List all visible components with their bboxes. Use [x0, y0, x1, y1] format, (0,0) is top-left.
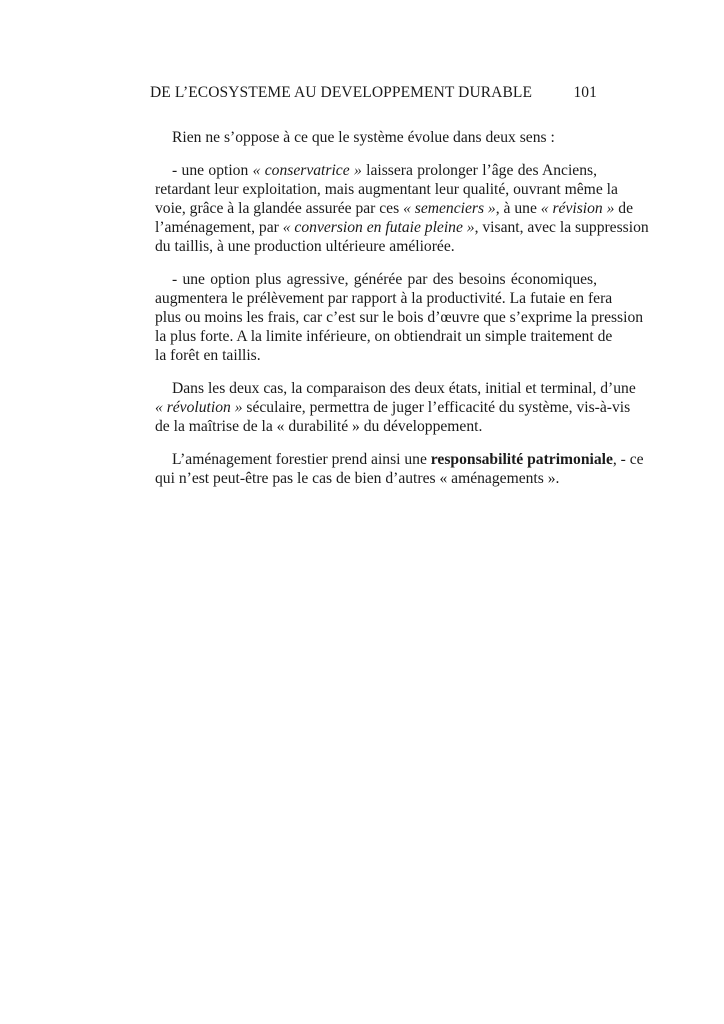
text-run: , - ce [612, 451, 644, 468]
text-run: plus ou moins les frais, car c’est sur le bois d’œuvre que s’exprime la pression [155, 309, 644, 326]
text-run: augmentera le prélèvement par rapport à la productivité. La futaie en fera [155, 290, 613, 307]
text-run: de [614, 200, 634, 217]
text-run: Dans les deux cas, la comparaison des deux états, initial et terminal, d’une [172, 380, 636, 397]
paragraph [155, 128, 597, 147]
italic-text: « conservatrice » [252, 162, 362, 179]
paragraph [155, 270, 644, 365]
text-run: Rien ne s’oppose à ce que le système évolue dans deux sens : [172, 129, 555, 146]
running-header-title: DE L’ECOSYSTEME AU DEVELOPPEMENT DURABLE [150, 84, 533, 101]
text-line [155, 398, 631, 417]
text-run: l’aménagement, par [155, 219, 283, 236]
body-text [155, 128, 649, 502]
text-line [155, 128, 597, 147]
text-line [155, 308, 644, 327]
text-run: séculaire, permettra de juger l’efficacité du système, vis-à-vis [242, 399, 631, 416]
italic-text: « conversion en futaie pleine » [282, 219, 475, 236]
text-line [155, 289, 613, 308]
text-run: laissera prolonger l’âge des Anciens, [361, 162, 597, 179]
text-line [155, 161, 597, 180]
text-line [155, 199, 634, 218]
text-run: L’aménagement forestier prend ainsi une [172, 451, 431, 468]
text-line [155, 180, 618, 199]
paragraph [155, 161, 649, 256]
text-run: du taillis, à une production ultérieure améliorée. [155, 238, 455, 255]
italic-text: « semenciers » [403, 200, 496, 217]
text-run: retardant leur exploitation, mais augmentant leur qualité, ouvrant même la [155, 181, 618, 198]
text-line [155, 237, 597, 256]
text-line [155, 417, 597, 436]
text-line [155, 270, 597, 289]
text-run: , à une [495, 200, 541, 217]
text-run: voie, grâce à la glandée assurée par ces [155, 200, 404, 217]
italic-text: « révolution » [155, 399, 243, 416]
text-run: - une option plus agressive, générée par des besoins économiques, [172, 271, 597, 288]
text-line [155, 218, 649, 237]
text-run: - une option [172, 162, 253, 179]
text-run: de la maîtrise de la « durabilité » du développement. [155, 418, 483, 435]
text-line [155, 450, 644, 469]
text-line [155, 346, 597, 365]
text-line [155, 469, 597, 488]
text-run: la plus forte. A la limite inférieure, on obtiendrait un simple traitement de [155, 328, 613, 345]
bold-text: responsabilité patrimoniale [430, 451, 613, 468]
paragraph [155, 450, 644, 488]
italic-text: « révision » [540, 200, 615, 217]
text-line [155, 327, 613, 346]
page-number: 101 [573, 84, 597, 101]
text-line [155, 379, 636, 398]
running-header [150, 84, 597, 102]
text-run: la forêt en taillis. [155, 347, 261, 364]
text-run: , visant, avec la suppression [474, 219, 649, 236]
paragraph [155, 379, 636, 436]
text-run: qui n’est peut-être pas le cas de bien d’autres « aménagements ». [155, 470, 560, 487]
